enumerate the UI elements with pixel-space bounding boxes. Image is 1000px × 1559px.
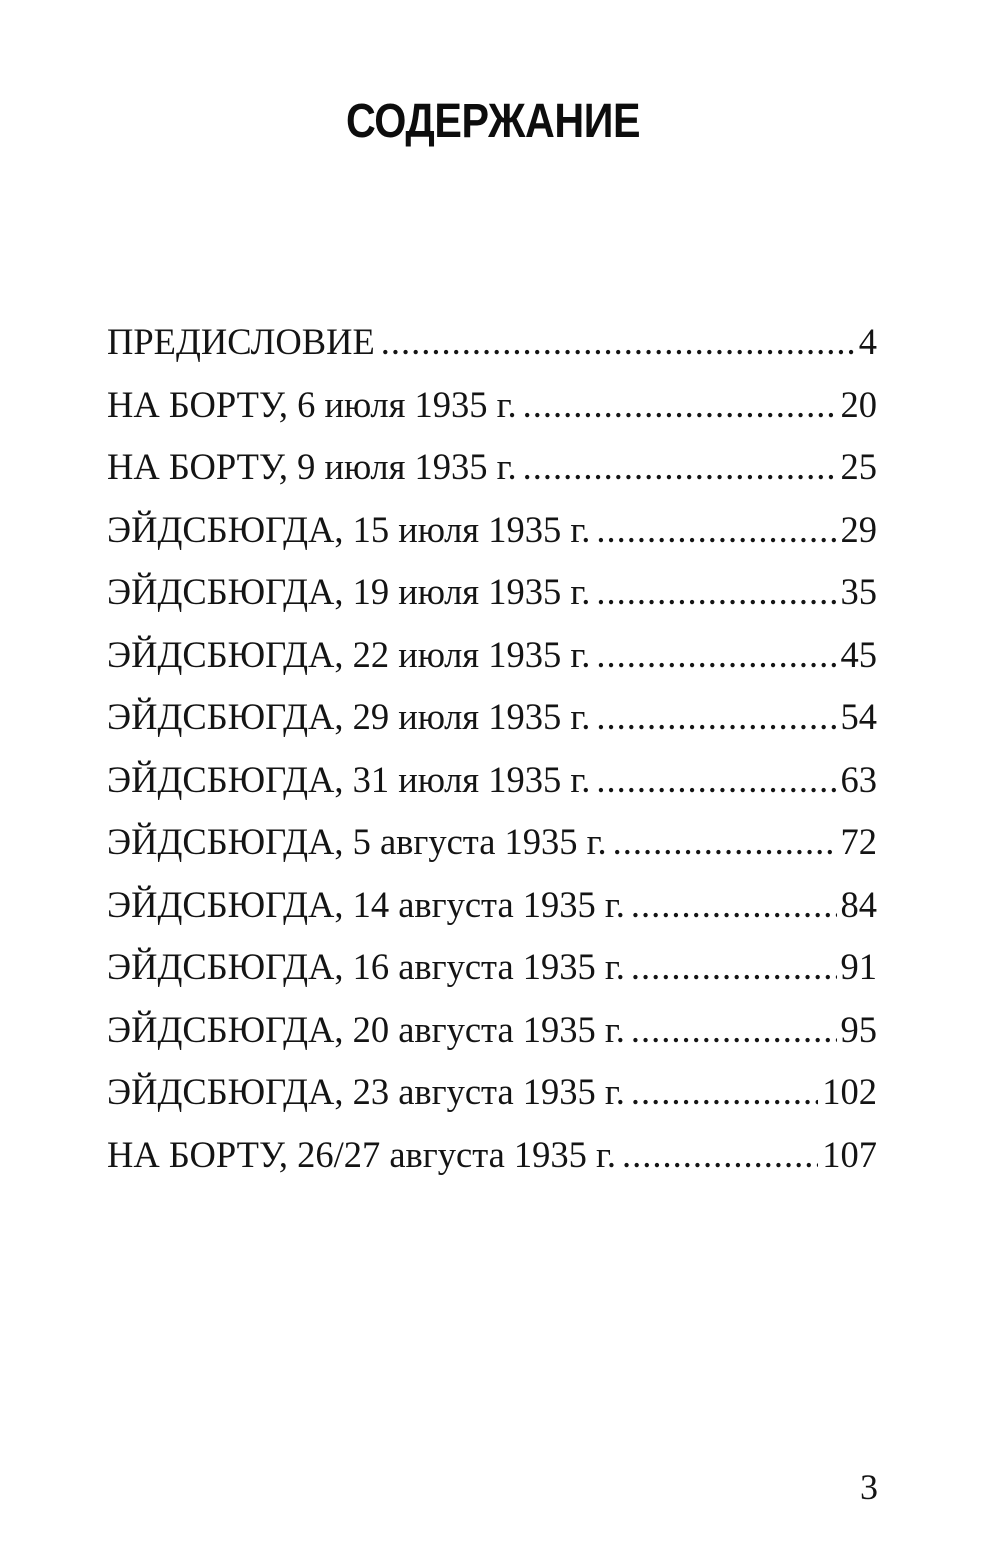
- dot-leader: [596, 754, 836, 806]
- page-title: СОДЕРЖАНИЕ: [345, 95, 641, 148]
- toc-entry-page: 45: [840, 633, 877, 675]
- toc-entry-label: ПРЕДИСЛОВИЕ: [107, 321, 375, 362]
- toc-entry-label: ЭЙДСБЮГДА, 31 июля 1935 г.: [107, 758, 591, 800]
- toc-entry[interactable]: [107, 629, 877, 692]
- dot-leader: [596, 691, 836, 743]
- toc-entry-page: 95: [840, 1008, 877, 1050]
- toc-entry-page: 29: [840, 508, 877, 550]
- dot-leader: [613, 816, 837, 868]
- toc-entry-label: ЭЙДСБЮГДА, 15 июля 1935 г.: [107, 508, 591, 550]
- toc-entry-label: ЭЙДСБЮГДА, 20 августа 1935 г.: [107, 1008, 625, 1050]
- toc-entry-page: 72: [840, 821, 877, 862]
- toc-entry-page: 4: [858, 321, 877, 362]
- toc-entry[interactable]: [107, 691, 877, 754]
- dot-leader: [596, 504, 836, 556]
- toc-entry-label: ЭЙДСБЮГДА, 22 июля 1935 г.: [107, 633, 591, 675]
- table-of-contents: [107, 316, 877, 1191]
- toc-entry-label: НА БОРТУ, 6 июля 1935 г.: [107, 383, 517, 425]
- dot-leader: [596, 566, 836, 618]
- toc-entry[interactable]: [107, 941, 877, 1004]
- dot-leader: [622, 1129, 818, 1181]
- toc-entry-label: ЭЙДСБЮГДА, 5 августа 1935 г.: [107, 821, 607, 862]
- toc-entry-page: 84: [840, 883, 877, 925]
- toc-entry-page: 63: [840, 758, 877, 800]
- dot-leader: [381, 316, 855, 368]
- toc-entry-page: 102: [822, 1071, 877, 1112]
- toc-entry-label: ЭЙДСБЮГДА, 19 июля 1935 г.: [107, 571, 591, 612]
- page-number: 3: [860, 1467, 878, 1507]
- toc-entry-label: ЭЙДСБЮГДА, 16 августа 1935 г.: [107, 946, 625, 987]
- toc-entry[interactable]: [107, 566, 877, 629]
- toc-entry[interactable]: [107, 1066, 877, 1129]
- toc-entry[interactable]: [107, 879, 877, 942]
- dot-leader: [596, 629, 836, 681]
- dot-leader: [631, 879, 837, 931]
- toc-entry-page: 25: [840, 446, 877, 487]
- toc-entry-page: 35: [840, 571, 877, 612]
- toc-entry[interactable]: [107, 1004, 877, 1067]
- dot-leader: [523, 379, 837, 431]
- toc-entry[interactable]: [107, 504, 877, 567]
- toc-entry-page: 107: [822, 1133, 877, 1175]
- toc-entry-label: ЭЙДСБЮГДА, 23 августа 1935 г.: [107, 1071, 625, 1112]
- toc-entry-label: НА БОРТУ, 26/27 августа 1935 г.: [107, 1133, 617, 1175]
- dot-leader: [523, 441, 837, 493]
- dot-leader: [631, 1066, 818, 1118]
- dot-leader: [631, 941, 837, 993]
- toc-entry-page: 20: [840, 383, 877, 425]
- toc-entry-preface[interactable]: [107, 316, 877, 379]
- toc-entry[interactable]: [107, 1129, 877, 1192]
- toc-entry-page: 54: [840, 696, 877, 737]
- toc-entry[interactable]: [107, 754, 877, 817]
- dot-leader: [631, 1004, 837, 1056]
- toc-entry-label: НА БОРТУ, 9 июля 1935 г.: [107, 446, 517, 487]
- toc-entry[interactable]: [107, 441, 877, 504]
- toc-entry-label: ЭЙДСБЮГДА, 29 июля 1935 г.: [107, 696, 591, 737]
- toc-entry[interactable]: [107, 816, 877, 879]
- toc-entry-page: 91: [840, 946, 877, 987]
- toc-entry[interactable]: [107, 379, 877, 442]
- toc-entry-label: ЭЙДСБЮГДА, 14 августа 1935 г.: [107, 883, 625, 925]
